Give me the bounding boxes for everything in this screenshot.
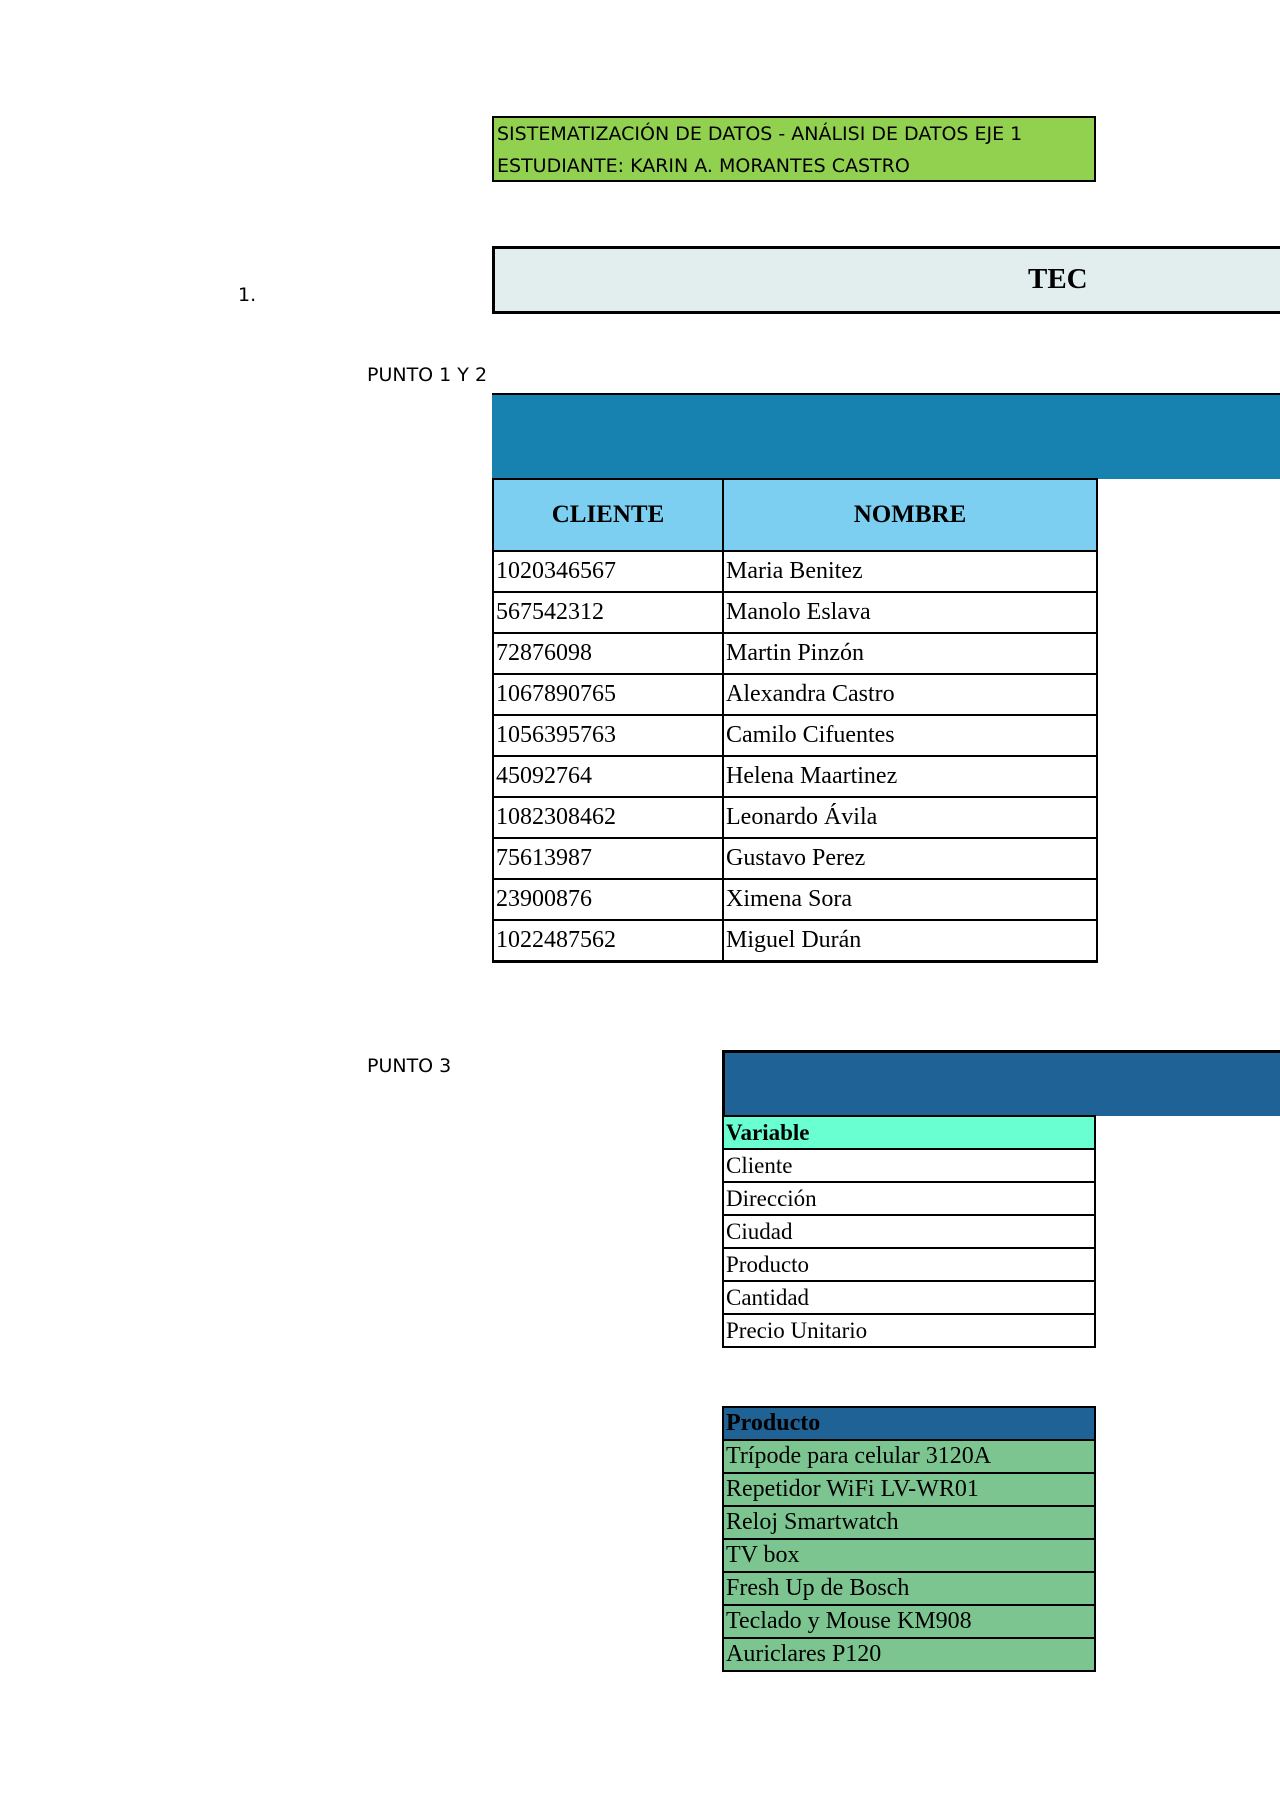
table-row xyxy=(493,715,1097,756)
variables-table xyxy=(722,1115,1096,1348)
variable-cell: Producto xyxy=(723,1248,1095,1281)
variable-cell: Cantidad xyxy=(723,1281,1095,1314)
list-item xyxy=(723,1440,1095,1473)
product-cell: Repetidor WiFi LV-WR01 xyxy=(723,1473,1095,1506)
cliente-cell: 1020346567 xyxy=(493,551,723,592)
variable-cell: Dirección xyxy=(723,1182,1095,1215)
list-item xyxy=(723,1506,1095,1539)
nombre-cell: Manolo Eslava xyxy=(723,592,1097,633)
list-item xyxy=(723,1215,1095,1248)
nombre-cell: Leonardo Ávila xyxy=(723,797,1097,838)
list-item xyxy=(723,1149,1095,1182)
cliente-cell: 1056395763 xyxy=(493,715,723,756)
table-row xyxy=(493,756,1097,797)
table-row xyxy=(493,592,1097,633)
cliente-cell: 1082308462 xyxy=(493,797,723,838)
list-item xyxy=(723,1281,1095,1314)
title-block xyxy=(492,116,1096,182)
nombre-cell: Martin Pinzón xyxy=(723,633,1097,674)
nombre-cell: Miguel Durán xyxy=(723,920,1097,962)
table-row xyxy=(493,879,1097,920)
column-header-nombre: NOMBRE xyxy=(723,479,1097,551)
product-cell: Trípode para celular 3120A xyxy=(723,1440,1095,1473)
list-item xyxy=(723,1638,1095,1671)
cliente-cell: 1022487562 xyxy=(493,920,723,962)
list-item xyxy=(723,1605,1095,1638)
clients-title-bar xyxy=(492,393,1280,479)
nombre-cell: Alexandra Castro xyxy=(723,674,1097,715)
section-banner xyxy=(492,246,1280,314)
nombre-cell: Ximena Sora xyxy=(723,879,1097,920)
product-cell: Reloj Smartwatch xyxy=(723,1506,1095,1539)
item-number: 1. xyxy=(238,284,257,306)
punto-3-label: PUNTO 3 xyxy=(367,1055,452,1077)
cliente-cell: 45092764 xyxy=(493,756,723,797)
cliente-cell: 567542312 xyxy=(493,592,723,633)
table-row xyxy=(493,551,1097,592)
list-item xyxy=(723,1473,1095,1506)
list-item xyxy=(723,1572,1095,1605)
section-banner-text: TEC xyxy=(1028,263,1088,295)
student-line: ESTUDIANTE: KARIN A. MORANTES CASTRO xyxy=(497,155,910,177)
nombre-cell: Helena Maartinez xyxy=(723,756,1097,797)
table-row xyxy=(493,797,1097,838)
column-header-cliente: CLIENTE xyxy=(493,479,723,551)
list-item xyxy=(723,1248,1095,1281)
cliente-cell: 75613987 xyxy=(493,838,723,879)
table-row xyxy=(493,633,1097,674)
product-cell: Teclado y Mouse KM908 xyxy=(723,1605,1095,1638)
nombre-cell: Gustavo Perez xyxy=(723,838,1097,879)
table-row xyxy=(493,920,1097,962)
variables-title-bar xyxy=(722,1050,1280,1116)
variable-cell: Ciudad xyxy=(723,1215,1095,1248)
clients-table xyxy=(492,478,1098,963)
list-item xyxy=(723,1539,1095,1572)
nombre-cell: Camilo Cifuentes xyxy=(723,715,1097,756)
variables-header-cell: Variable xyxy=(723,1116,1095,1149)
clients-header-row xyxy=(493,479,1097,551)
variable-cell: Precio Unitario xyxy=(723,1314,1095,1347)
variable-cell: Cliente xyxy=(723,1149,1095,1182)
product-cell: Auriclares P120 xyxy=(723,1638,1095,1671)
cliente-cell: 1067890765 xyxy=(493,674,723,715)
title-line: SISTEMATIZACIÓN DE DATOS - ANÁLISI DE DATOS EJE 1 xyxy=(497,123,1023,145)
list-item xyxy=(723,1314,1095,1347)
products-header-cell: Producto xyxy=(723,1407,1095,1440)
table-row xyxy=(493,674,1097,715)
variables-header-row xyxy=(723,1116,1095,1149)
product-cell: Fresh Up de Bosch xyxy=(723,1572,1095,1605)
cliente-cell: 72876098 xyxy=(493,633,723,674)
nombre-cell: Maria Benitez xyxy=(723,551,1097,592)
cliente-cell: 23900876 xyxy=(493,879,723,920)
table-row xyxy=(493,838,1097,879)
list-item xyxy=(723,1182,1095,1215)
punto-1-2-label: PUNTO 1 Y 2 xyxy=(367,364,488,386)
products-header-row xyxy=(723,1407,1095,1440)
product-cell: TV box xyxy=(723,1539,1095,1572)
products-table xyxy=(722,1406,1096,1672)
